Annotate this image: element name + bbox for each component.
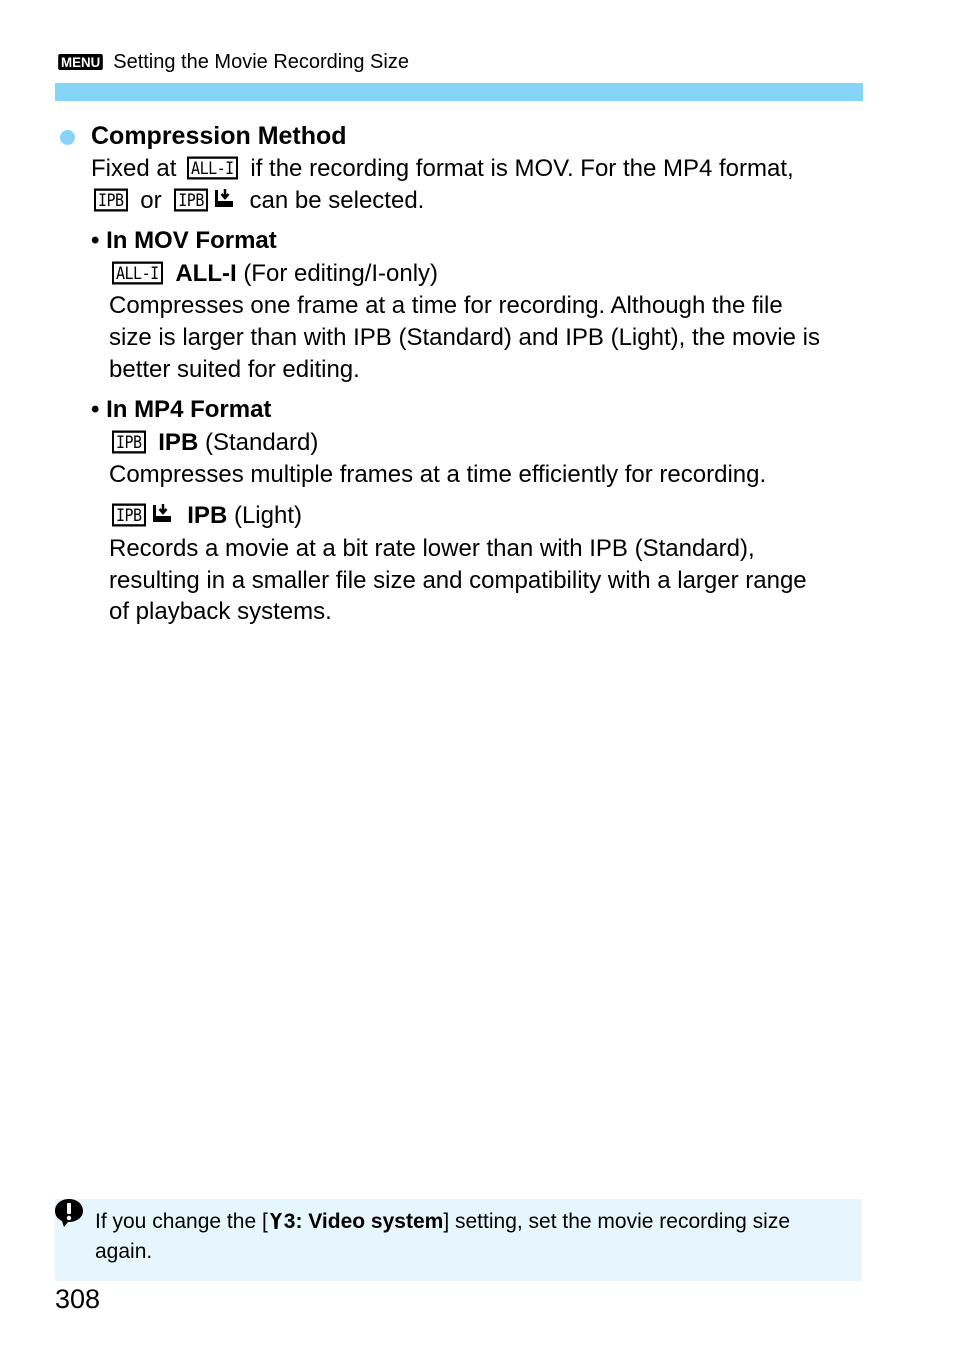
mov-body-line-1: Compresses one frame at a time for recording. Although the file	[109, 292, 783, 319]
ipb-light-icon	[151, 502, 173, 524]
caution-note-text: If you change the [ 3: Video system] setting, set the movie recording size again.	[95, 1210, 790, 1263]
mp4-light-body-line-2: resulting in a smaller file size and compatibility with a larger range	[109, 567, 807, 594]
all-i-icon: ALL-I	[187, 157, 238, 180]
intro-line-2: IPB or IPB can be selected.	[94, 185, 424, 217]
header-accent-bar	[55, 83, 863, 101]
mp4-standard-option-line: IPB IPB (Standard)	[112, 427, 318, 459]
mov-option-line: ALL-I ALL-I (For editing/I-only)	[112, 258, 438, 290]
mp4-light-body-line-3: of playback systems.	[109, 598, 332, 625]
ipb-icon: IPB	[174, 189, 208, 212]
ipb-icon: IPB	[112, 431, 146, 454]
header-title: Setting the Movie Recording Size	[113, 50, 409, 73]
mp4-standard-body: Compresses multiple frames at a time efficiently for recording.	[109, 461, 767, 488]
intro-line-1: Fixed at ALL-I if the recording format is MOV. For the MP4 format,	[91, 155, 794, 182]
caution-icon	[54, 1198, 84, 1228]
setting-reference: 3: Video system	[268, 1210, 444, 1233]
section-title: Compression Method	[91, 122, 347, 150]
wrench-icon	[268, 1212, 284, 1230]
menu-icon: MENU	[58, 54, 103, 70]
page-header	[57, 50, 409, 74]
mov-body-line-2: size is larger than with IPB (Standard) and IPB (Light), the movie is	[109, 324, 820, 351]
mp4-light-body-line-1: Records a movie at a bit rate lower than with IPB (Standard),	[109, 535, 755, 562]
mp4-light-option-line: IPB IPB (Light)	[112, 500, 302, 532]
mov-body-line-3: better suited for editing.	[109, 356, 360, 383]
all-i-icon: ALL-I	[112, 262, 163, 285]
mov-format-heading: • In MOV Format	[91, 227, 277, 254]
ipb-icon: IPB	[94, 189, 128, 212]
page-number: 308	[55, 1284, 101, 1314]
mp4-format-heading: • In MP4 Format	[91, 396, 272, 423]
bullet-dot-icon	[60, 130, 75, 145]
ipb-light-icon	[213, 187, 235, 209]
ipb-icon: IPB	[112, 504, 146, 527]
